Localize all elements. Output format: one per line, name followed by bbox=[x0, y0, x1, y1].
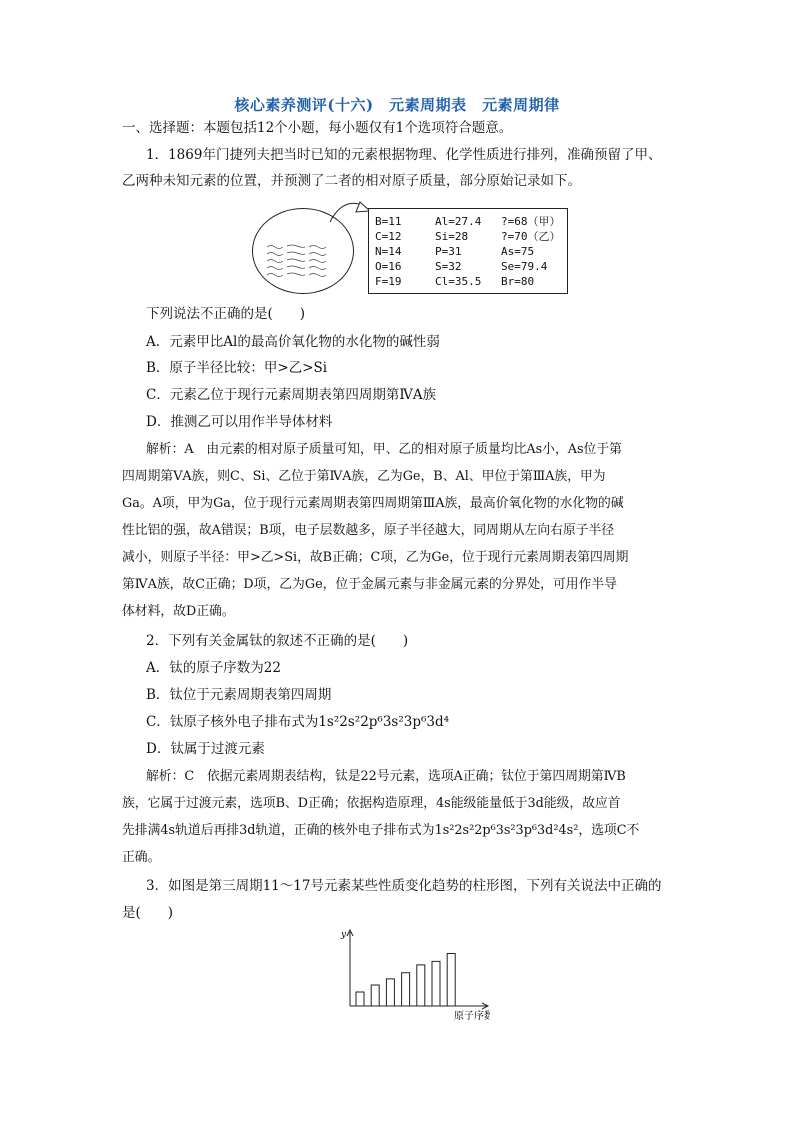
bar bbox=[432, 961, 440, 1006]
section-heading: 一、选择题：本题包括12个小题，每小题仅有1个选项符合题意。 bbox=[122, 120, 513, 136]
q1-analysis-line: 体材料，故D正确。 bbox=[122, 604, 235, 619]
q1-option-c: C．元素乙位于现行元素周期表第四周期第ⅣA族 bbox=[146, 387, 437, 403]
table-cell: N=14 bbox=[375, 245, 402, 258]
table-cell: ?=68（甲） bbox=[501, 215, 561, 228]
table-cell: S=32 bbox=[435, 260, 462, 273]
q2-analysis-line: 正确。 bbox=[122, 850, 161, 865]
q1-analysis-line: 解析：A 由元素的相对原子质量可知，甲、乙的相对原子质量均比As小，As位于第 bbox=[146, 442, 622, 457]
q1-stem-line-1: 1．1869年门捷列夫把当时已知的元素根据物理、化学性质进行排列，准确预留了甲、 bbox=[146, 147, 662, 163]
q2-option-b: B．钛位于元素周期表第四周期 bbox=[146, 687, 332, 703]
bar bbox=[356, 992, 364, 1006]
q2-option-d: D．钛属于过渡元素 bbox=[146, 741, 265, 757]
x-axis-label: 原子序数 bbox=[454, 1011, 490, 1022]
q1-stem-line-2: 乙两种未知元素的位置，并预测了二者的相对原子质量，部分原始记录如下。 bbox=[122, 173, 581, 189]
bar bbox=[417, 965, 425, 1006]
y-axis-label: y bbox=[341, 930, 347, 940]
q1-prompt: 下列说法不正确的是( ) bbox=[146, 306, 306, 322]
page-title: 核心素养测评(十六) 元素周期表 元素周期律 bbox=[234, 96, 560, 114]
bar bbox=[447, 954, 455, 1007]
table-cell: F=19 bbox=[375, 275, 402, 288]
table-cell: B=11 bbox=[375, 215, 402, 228]
electron-config-formula: 1s²2s²2p⁶3s²3p⁶3d⁴ bbox=[318, 714, 450, 730]
table-cell: C=12 bbox=[375, 230, 402, 243]
table-cell: O=16 bbox=[375, 260, 402, 273]
table-cell: Si=28 bbox=[435, 230, 469, 243]
q1-analysis-line: 性比铝的强，故A错误；B项，电子层数越多，原子半径越大，同周期从左向右原子半径 bbox=[122, 523, 615, 538]
q1-analysis-line: 减小，则原子半径：甲>乙>Si，故B正确；C项，乙为Ge，位于现行元素周期表第四周期 bbox=[122, 550, 629, 565]
table-cell: ?=70（乙） bbox=[501, 230, 561, 243]
q2-option-a: A．钛的原子序数为22 bbox=[146, 660, 281, 676]
q1-option-d: D．推测乙可以用作半导体材料 bbox=[146, 414, 333, 430]
q1-analysis-line: 四周期第ⅤA族，则C、Si、乙位于第ⅣA族，乙为Ge，B、Al、甲位于第ⅢA族，甲为 bbox=[122, 469, 606, 484]
bar bbox=[371, 985, 379, 1006]
q1-analysis-line: Ga。A项，甲为Ga，位于现行元素周期表第四周期第ⅢA族，最高价氧化物的水化物的碱 bbox=[122, 496, 624, 511]
mendeleev-record-figure bbox=[252, 198, 568, 298]
q3-stem-line-2: 是( ) bbox=[122, 905, 174, 921]
table-cell: As=75 bbox=[501, 245, 535, 258]
q3-stem-line-1: 3．如图是第三周期11～17号元素某些性质变化趋势的柱形图，下列有关说法中正确的 bbox=[146, 878, 662, 894]
bar-chart-svg bbox=[330, 928, 490, 1028]
q1-option-a: A．元素甲比Al的最高价氧化物的水化物的碱性弱 bbox=[146, 334, 440, 350]
bar bbox=[386, 979, 394, 1006]
table-cell: Se=79.4 bbox=[501, 260, 548, 273]
table-cell: Al=27.4 bbox=[435, 215, 482, 228]
q2-analysis-line: 解析：C 依据元素周期表结构，钛是22号元素，选项A正确；钛位于第四周期第ⅣB bbox=[146, 769, 626, 784]
q2-analysis-line: 族，它属于过渡元素，选项B、D正确；依据构造原理，4s能级能量低于3d能级，故应首 bbox=[122, 796, 621, 811]
q2-option-c-text: C．钛原子核外电子排布式为 bbox=[146, 714, 319, 730]
element-table-box bbox=[368, 208, 568, 294]
q1-analysis-line: 第ⅣA族，故C正确；D项，乙为Ge，位于金属元素与非金属元素的分界处，可用作半导 bbox=[122, 577, 617, 592]
table-cell: P=31 bbox=[435, 245, 462, 258]
table-cell: Cl=35.5 bbox=[435, 275, 482, 288]
q2-analysis-line: 先排满4s轨道后再排3d轨道，正确的核外电子排布式为1s²2s²2p⁶3s²3p⁶3d²4s²，选项C不 bbox=[122, 823, 640, 838]
q2-option-c bbox=[146, 711, 449, 733]
table-cell: Br=80 bbox=[501, 275, 535, 288]
q1-option-b: B．原子半径比较：甲>乙>Si bbox=[146, 360, 328, 376]
q2-stem: 2．下列有关金属钛的叙述不正确的是( ) bbox=[146, 633, 409, 649]
bar bbox=[402, 973, 410, 1006]
bar-chart bbox=[330, 928, 490, 1028]
